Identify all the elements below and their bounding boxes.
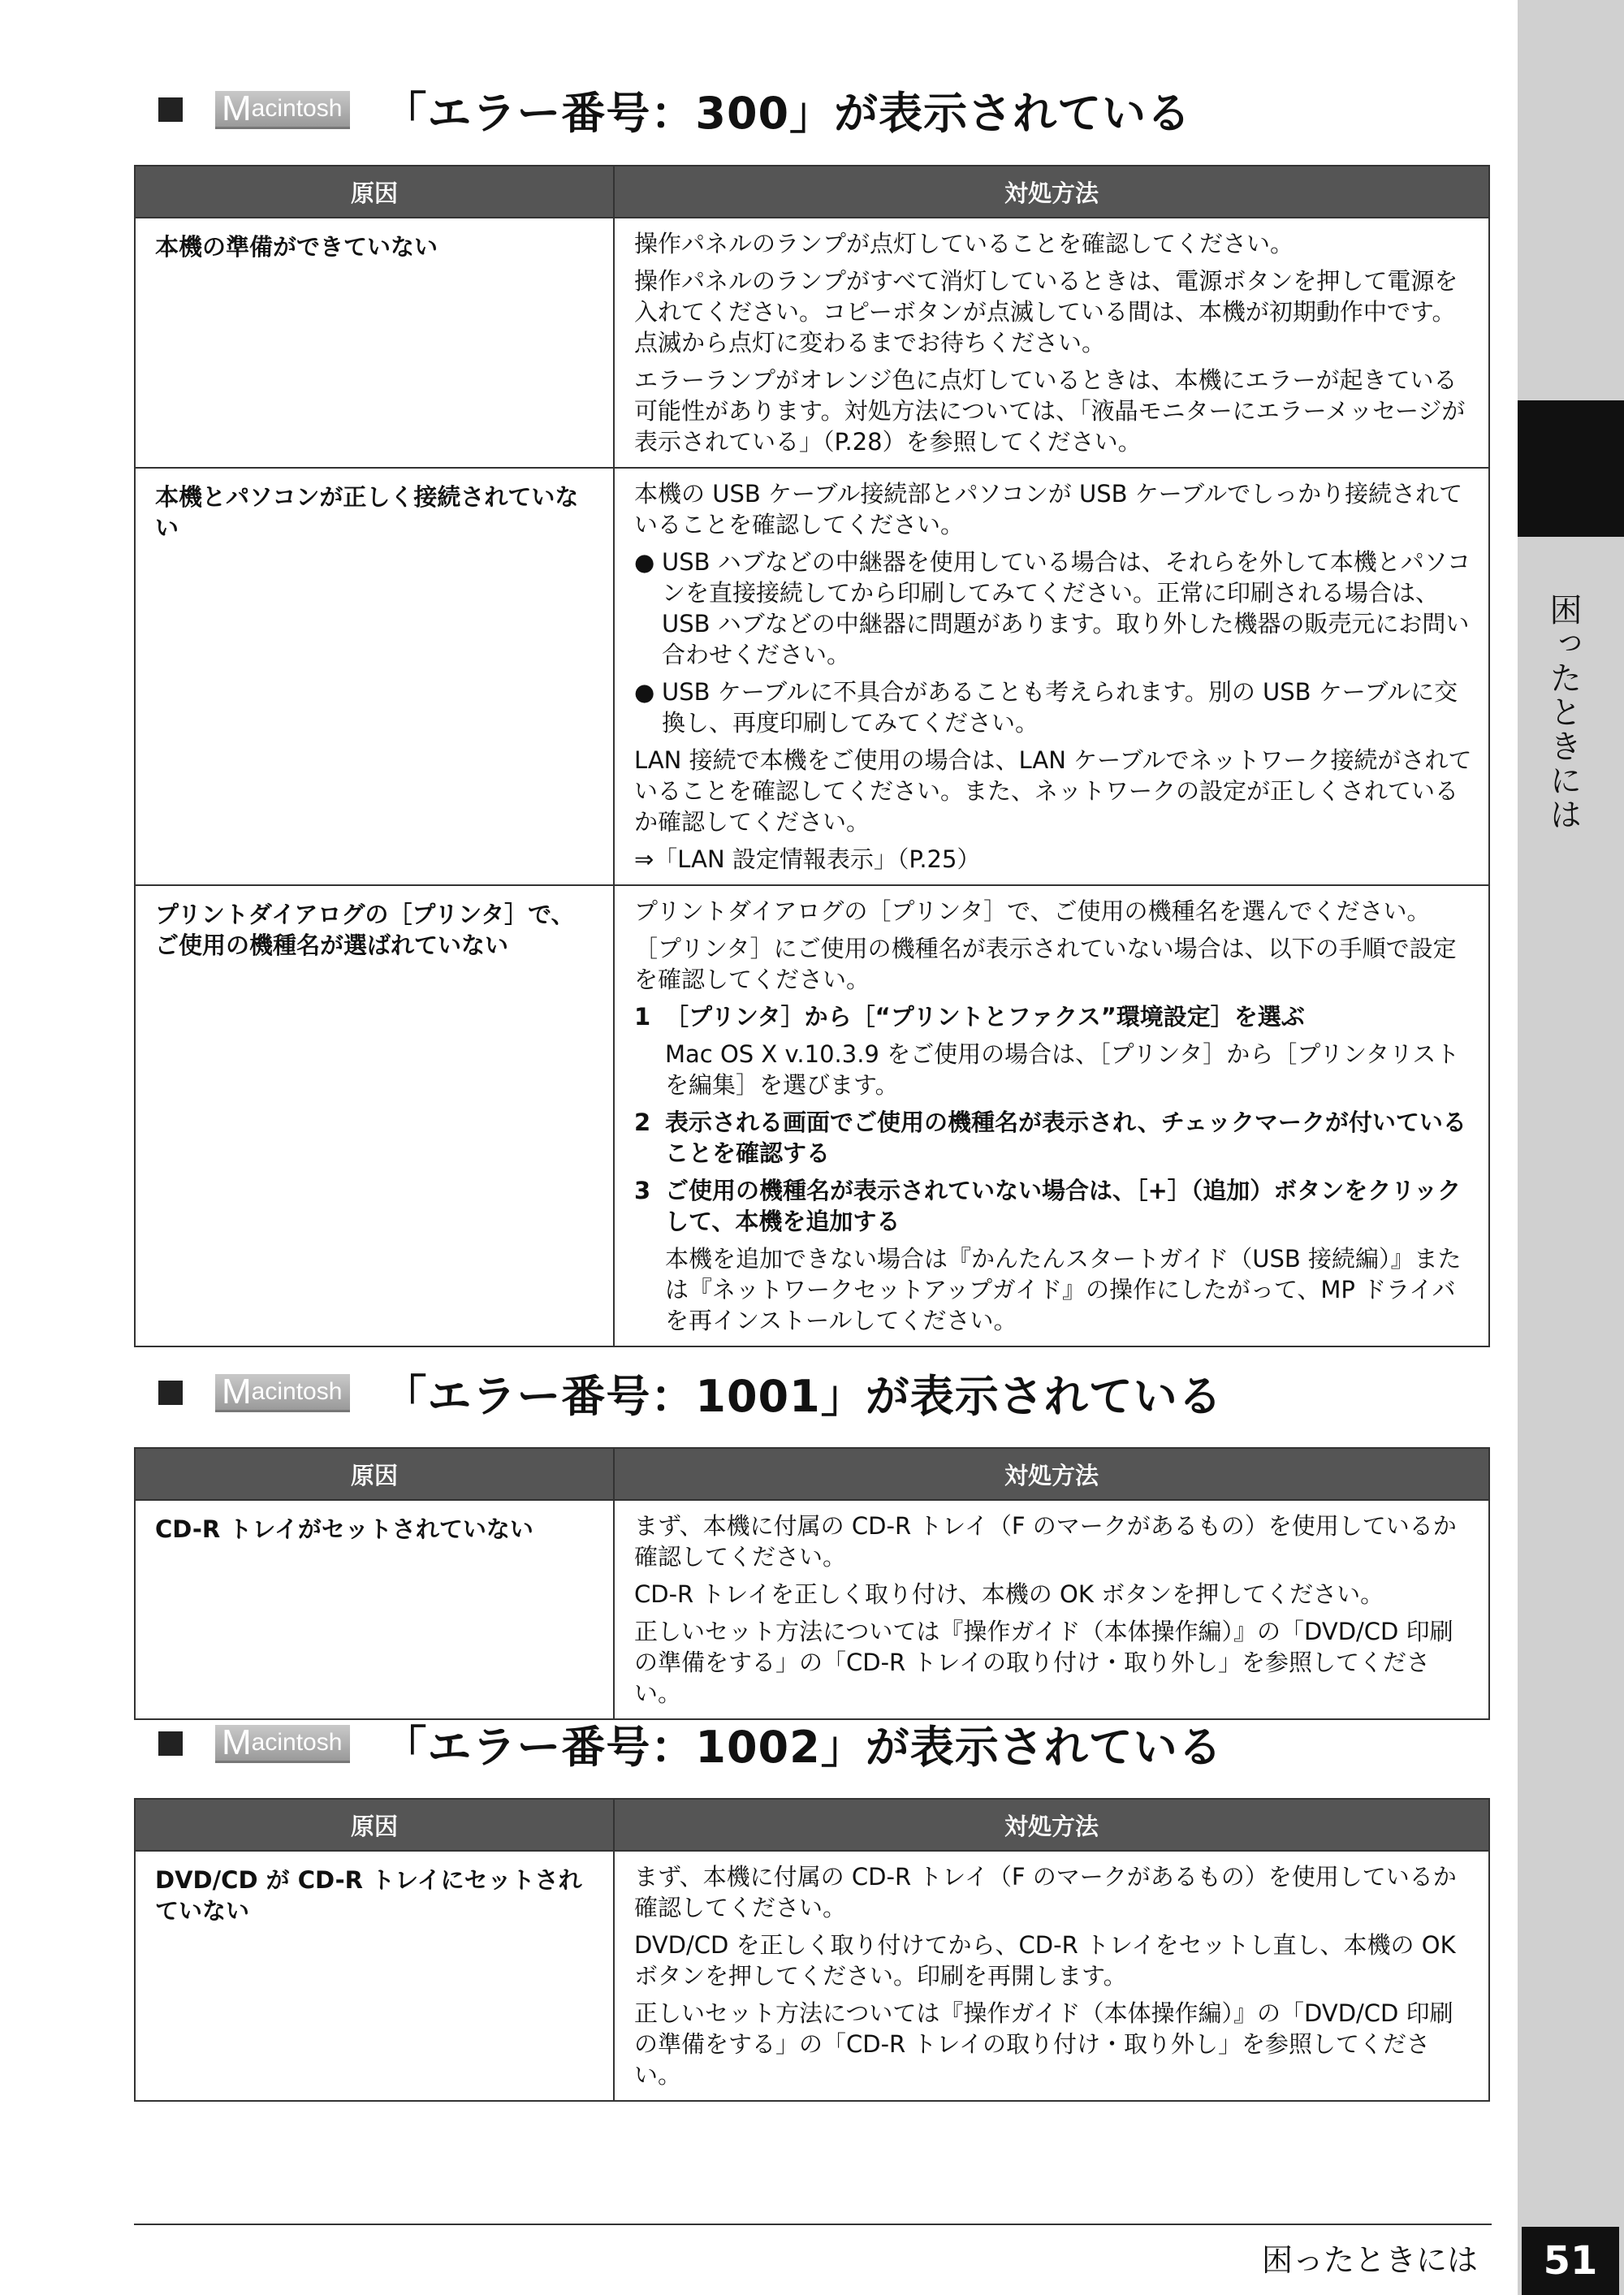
remedy-cell: [614, 218, 1489, 468]
footer-chapter-label: 困ったときには: [1261, 2242, 1478, 2278]
section-error-300: [134, 65, 1488, 1347]
macintosh-badge: M acintosh: [215, 91, 350, 129]
troubleshoot-table: [134, 1447, 1490, 1720]
header-remedy: 対処方法: [614, 1799, 1489, 1851]
square-bullet-icon: [158, 97, 183, 122]
step-item: 2 表示される画面でご使用の機種名が表示され、チェックマークが付いていることを確認する: [634, 1109, 1466, 1167]
step-item: 3 ご使用の機種名が表示されていない場合は、［+］（追加）ボタンをクリックして、本機を追加する: [634, 1177, 1462, 1235]
chapter-side-label: 困ったときには: [1544, 593, 1582, 832]
remedy-text: プリントダイアログの［プリンタ］で、ご使用の機種名を選んでください。: [634, 897, 1431, 925]
header-cause: 原因: [135, 166, 614, 218]
remedy-cell: [614, 885, 1489, 1346]
section-heading: [134, 1699, 1488, 1788]
table-row: [135, 1500, 1489, 1719]
remedy-text: DVD/CD を正しく取り付けてから、CD-R トレイをセットし直し、本機の OK ボタンを押してください。印刷を再開します。: [634, 1931, 1456, 1990]
cause-cell: DVD/CD が CD-R トレイにセットされていない: [135, 1851, 614, 2101]
cause-cell: プリントダイアログの［プリンタ］で、ご使用の機種名が選ばれていない: [135, 885, 614, 1346]
bullet-dot-icon: ●: [634, 678, 655, 706]
table-row: [135, 885, 1489, 1346]
header-cause: 原因: [135, 1799, 614, 1851]
table-header-row: [135, 1448, 1489, 1500]
bullet-dot-icon: ●: [634, 548, 655, 576]
step-item: 1 ［プリンタ］から［“プリントとファクス”環境設定］を選ぶ: [634, 1003, 1305, 1031]
section-title: 「エラー番号：1002」が表示されている: [382, 1721, 1223, 1773]
cause-cell: 本機の準備ができていない: [135, 218, 614, 468]
remedy-text: 本機の USB ケーブル接続部とパソコンが USB ケーブルでしっかり接続されていることを確認してください。: [634, 480, 1463, 538]
macintosh-badge: M acintosh: [215, 1725, 350, 1763]
step-note: Mac OS X v.10.3.9 をご使用の場合は、［プリンタ］から［プリンタリストを編集］を選びます。: [665, 1040, 1460, 1099]
cause-cell: CD-R トレイがセットされていない: [135, 1500, 614, 1719]
section-heading: [134, 65, 1488, 154]
table-row: [135, 468, 1489, 885]
header-cause: 原因: [135, 1448, 614, 1500]
step-note: 本機を追加できない場合は『かんたんスタートガイド（USB 接続編）』または『ネットワークセットアップガイド』の操作にしたがって、MP ドライバを再インストールしてください。: [665, 1245, 1462, 1334]
remedy-text: LAN 接続で本機をご使用の場合は、LAN ケーブルでネットワーク接続がされていることを確認してください。また、ネットワークの設定が正しくされているか確認してください。: [634, 746, 1472, 836]
remedy-cell: [614, 1851, 1489, 2101]
chapter-tab-marker: [1518, 400, 1624, 537]
remedy-text: まず、本機に付属の CD-R トレイ（F のマークがあるもの）を使用しているか確認してください。: [634, 1863, 1457, 1921]
square-bullet-icon: [158, 1731, 183, 1756]
troubleshoot-table: [134, 165, 1490, 1347]
table-row: [135, 1851, 1489, 2101]
header-remedy: 対処方法: [614, 1448, 1489, 1500]
remedy-text: まず、本機に付属の CD-R トレイ（F のマークがあるもの）を使用しているか確認してください。: [634, 1512, 1457, 1571]
section-error-1001: [134, 1348, 1488, 1720]
section-heading: [134, 1348, 1488, 1437]
remedy-text: ［プリンタ］にご使用の機種名が表示されていない場合は、以下の手順で設定を確認してください。: [634, 935, 1457, 993]
bullet-item: ● USB ハブなどの中継器を使用している場合は、それらを外して本機とパソコンを直接接続してから印刷してみてください。正常に印刷される場合は、USB ハブなどの中継器に問題があります。取り外した機器の販売元にお問い合わせください。: [634, 548, 1471, 668]
remedy-text: 正しいセット方法については『操作ガイド（本体操作編）』の「DVD/CD 印刷の準備をする」の「CD-R トレイの取り付け・取り外し」を参照してください。: [634, 1618, 1453, 1707]
remedy-text: CD-R トレイを正しく取り付け、本機の OK ボタンを押してください。: [634, 1580, 1384, 1608]
reference-link: ⇒「LAN 設定情報表示」（P.25）: [634, 845, 981, 873]
remedy-cell: [614, 468, 1489, 885]
remedy-text: 正しいセット方法については『操作ガイド（本体操作編）』の「DVD/CD 印刷の準備をする」の「CD-R トレイの取り付け・取り外し」を参照してください。: [634, 1999, 1453, 2089]
cause-cell: 本機とパソコンが正しく接続されていない: [135, 468, 614, 885]
footer-divider: [134, 2224, 1492, 2225]
table-row: [135, 218, 1489, 468]
page-number: 51: [1522, 2227, 1619, 2295]
side-margin-bar: [1518, 0, 1624, 2295]
section-error-1002: [134, 1699, 1488, 2102]
bullet-item: ● USB ケーブルに不具合があることも考えられます。別の USB ケーブルに交換し、再度印刷してみてください。: [634, 678, 1458, 737]
remedy-text: 操作パネルのランプがすべて消灯しているときは、電源ボタンを押して電源を入れてください。コピーボタンが点滅している間は、本機が初期動作中です。点滅から点灯に変わるまでお待ちください。: [634, 267, 1458, 357]
table-header-row: [135, 166, 1489, 218]
troubleshoot-table: [134, 1798, 1490, 2102]
remedy-cell: [614, 1500, 1489, 1719]
table-header-row: [135, 1799, 1489, 1851]
square-bullet-icon: [158, 1381, 183, 1405]
section-title: 「エラー番号：1001」が表示されている: [382, 1370, 1223, 1422]
macintosh-badge: M acintosh: [215, 1374, 350, 1412]
remedy-text: エラーランプがオレンジ色に点灯しているときは、本機にエラーが起きている可能性があります。対処方法については、「液晶モニターにエラーメッセージが表示されている」（P.28）を参照してください。: [634, 366, 1466, 456]
section-title: 「エラー番号：300」が表示されている: [382, 87, 1192, 139]
remedy-text: 操作パネルのランプが点灯していることを確認してください。: [634, 230, 1294, 257]
header-remedy: 対処方法: [614, 166, 1489, 218]
